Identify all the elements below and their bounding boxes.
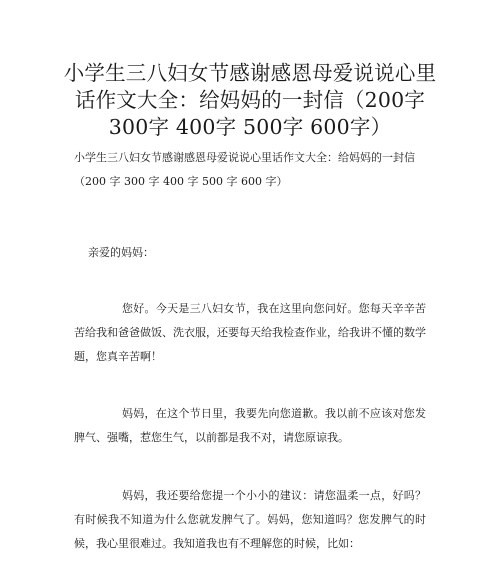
document-title: 小学生三八妇女节感谢感恩母爱说说心里话作文大全：给妈妈的一封信（200字 300字 400字 500字 600字） xyxy=(63,61,437,139)
letter-salutation: 亲爱的妈妈： xyxy=(88,246,154,259)
letter-paragraph: 妈妈，我还要给您提一个小小的建议：请您温柔一点，好吗？有时候我不知道为什么您就发脾气了。妈妈，您知道吗？您发脾气的时候，我心里很难过。我知道我也有不理解您的时候，比如： xyxy=(74,489,426,550)
letter-paragraph: 妈妈，在这个节日里，我要先向您道歉。我以前不应该对您发脾气、强嘴，惹您生气，以前都是我不对，请您原谅我。 xyxy=(74,407,426,444)
document-subtitle: 小学生三八妇女节感谢感恩母爱说说心里话作文大全：给妈妈的一封信（200 字 300 字 400 字 500 字 600 字） xyxy=(74,151,415,188)
letter-paragraph: 您好。今天是三八妇女节，我在这里向您问好。您每天辛辛苦苦给我和爸爸做饭、洗衣服，还要每天给我检查作业，给我讲不懂的数学题，您真辛苦啊！ xyxy=(74,302,426,363)
